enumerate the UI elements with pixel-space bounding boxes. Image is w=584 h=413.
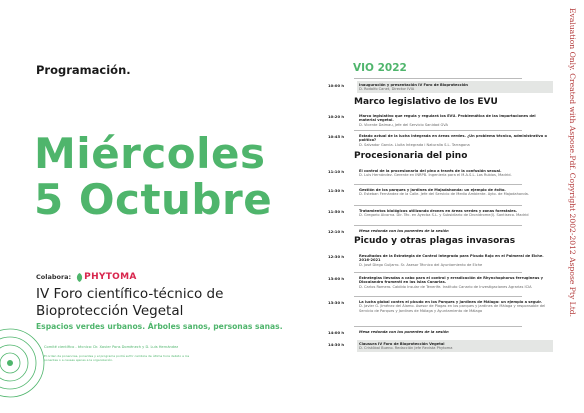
row-title: Estado actual de la lucha integrada en áreas verdes. ¿Un problema técnico, administrativo o político? [359, 133, 547, 143]
row-title: Resultados de la Estrategia de Control Integrado para Picudo Rojo en el Palmeral de Elche. 2016-2021 [359, 253, 544, 263]
section-title: Picudo y otras plagas invasoras [354, 236, 516, 246]
row-time: 14:30 h [328, 342, 345, 347]
divider [354, 205, 522, 206]
schedule-row [325, 81, 553, 93]
row-title: La lucha global contra el picudo en los Parques y Jardines de Málaga: un ejemplo a seguir. [359, 299, 542, 304]
row-speaker: D. Luis Hernández. Gerente en INRPB. Ingeniería para el M.A.S.L. Los Rubios, Madrid. [359, 173, 512, 178]
row-time: 10:45 h [328, 134, 345, 139]
program-footnote: El orden de ponencias, ponentes y el programa podrá sufrir cambios de última hora debido a los ponentes o a causas ajenas a la organización. [44, 354, 190, 362]
row-speaker: D. Gregorio Alcorna. Dir. Téc. en Ayecba S.L. y Subsidiario de Dronidrome(l). Santiseco. Madrid [359, 213, 529, 218]
row-content [357, 227, 553, 235]
row-content [357, 112, 553, 129]
section-title: Marco legislativo de los EVU [354, 97, 498, 107]
schedule-row [325, 186, 553, 198]
schedule-row [325, 274, 553, 291]
schedule-row [325, 252, 553, 269]
row-content [357, 167, 553, 179]
row-title: El control de la procesionaria del pino a través de la confusión sexual. [359, 168, 502, 173]
collaborator-block [36, 272, 137, 282]
colabora-label: Colabora: [36, 273, 72, 281]
schedule-row [325, 112, 553, 129]
row-time: 11:50 h [328, 209, 345, 214]
row-title: Estrategias llevadas a cabo para el control y erradicación de Rhynchophorus ferrugineus y Diocalandra frumenti en las Islas Canarias. [359, 275, 543, 285]
divider [354, 296, 522, 297]
divider [354, 130, 522, 131]
schedule-row [325, 207, 553, 219]
row-title: Mesa redonda con los ponentes de la sesión [359, 228, 449, 233]
row-speaker: D. Salvador Garcia. Lluita Integrada i Naturalia S.L. Tarragona [359, 142, 470, 147]
divider [354, 78, 522, 79]
program-schedule [325, 0, 553, 413]
divider [354, 272, 522, 273]
row-time: 11:30 h [328, 188, 345, 193]
row-title: Mesa redonda con los ponentes de la sesión [359, 329, 449, 334]
row-content [357, 274, 553, 291]
row-speaker: D. Vicente Dalmau, Jefe del Servicio Sanidad GVA [359, 122, 448, 127]
row-content [357, 252, 553, 269]
evaluation-watermark: Evaluation Only. Created with Aspose.Pdf. Copyright 2002-2012 Aspose Pty Ltd. [568, 8, 577, 318]
programacion-heading: Programación. [36, 63, 131, 77]
row-speaker: D. Cristóbal Bueno. Redacción Jefe Revista Phytoma [359, 346, 453, 351]
decorative-circles-icon [0, 318, 60, 413]
row-title: Tratamientos biológicos utilizando drones en áreas verdes y zonas forestales. [359, 208, 518, 213]
row-speaker: D. Rodolfo Canet, Director IVIA [359, 87, 415, 92]
row-time: 12:10 h [328, 229, 345, 234]
row-content [357, 340, 553, 352]
event-day: Miércoles [34, 129, 266, 178]
row-title: Inauguración y presentación IV Foro de Bioprotección [359, 82, 468, 87]
row-content [357, 328, 553, 336]
row-speaker: D. Esteban Fernández de la Calle. Jefe del Servicio de Medio Ambiente. Ayto. de Majadahonda. [359, 192, 529, 197]
row-content [357, 81, 553, 93]
schedule-row [325, 328, 553, 336]
row-content [357, 186, 553, 198]
row-content [357, 207, 553, 219]
foro-title: IV Foro científico-técnico de Bioprotección Vegetal [36, 286, 224, 319]
row-speaker: D. Carlos Romero. Cabildo Insular de Tenerife. Instituto Canario de Investigaciones Agrarias ICIA [359, 284, 532, 289]
row-content [357, 298, 553, 315]
row-time: 13:00 h [328, 276, 345, 281]
scientific-committee: Comité científico - técnico: Dr. Xavier Pons Domènech y D. Luis Hernández [44, 345, 179, 349]
schedule-row [325, 132, 553, 149]
event-date: 5 Octubre [34, 175, 273, 224]
schedule-header: VIO 2022 [353, 62, 407, 74]
leaf-icon [76, 273, 83, 282]
divider [354, 184, 522, 185]
row-title: Gestión de los parques y jardines de Majadahonda: un ejemplo de éxito. [359, 187, 506, 192]
row-title: Marco legislativo que regula y regulará los EVU. Problemática de las importaciones del material vegetal. [359, 113, 536, 123]
row-time: 10:00 h [328, 83, 345, 88]
schedule-row [325, 167, 553, 179]
schedule-row [325, 340, 553, 352]
schedule-row [325, 298, 553, 315]
divider [354, 326, 522, 327]
row-speaker: D. Javier G. Jiménez del Álamo. Asesor de Plagas en los parques y jardines de Málaga y responsable del Servicio de Parques y Jardines de Málaga y Ayuntamiento de Málaga [359, 304, 546, 313]
row-title: Clausura IV Foro de Bioprotección Vegetal [359, 341, 445, 346]
row-time: 11:10 h [328, 169, 345, 174]
schedule-row [325, 227, 553, 235]
phytoma-logo [76, 272, 136, 282]
foro-subtitle: Espacios verdes urbanos. Árboles sanos, personas sanas. [36, 322, 283, 331]
row-speaker: D. José Diego Guijarro. Sr. Asesor Técnico del Ayuntamiento de Elche [359, 262, 483, 267]
row-time: 10:20 h [328, 114, 345, 119]
section-title: Procesionaria del pino [354, 151, 468, 161]
row-time: 14:00 h [328, 330, 345, 335]
row-time: 13:30 h [328, 300, 345, 305]
row-content [357, 132, 553, 149]
divider [354, 225, 522, 226]
phytoma-logo-text: PHYTOMA [84, 272, 137, 282]
row-time: 12:30 h [328, 254, 345, 259]
